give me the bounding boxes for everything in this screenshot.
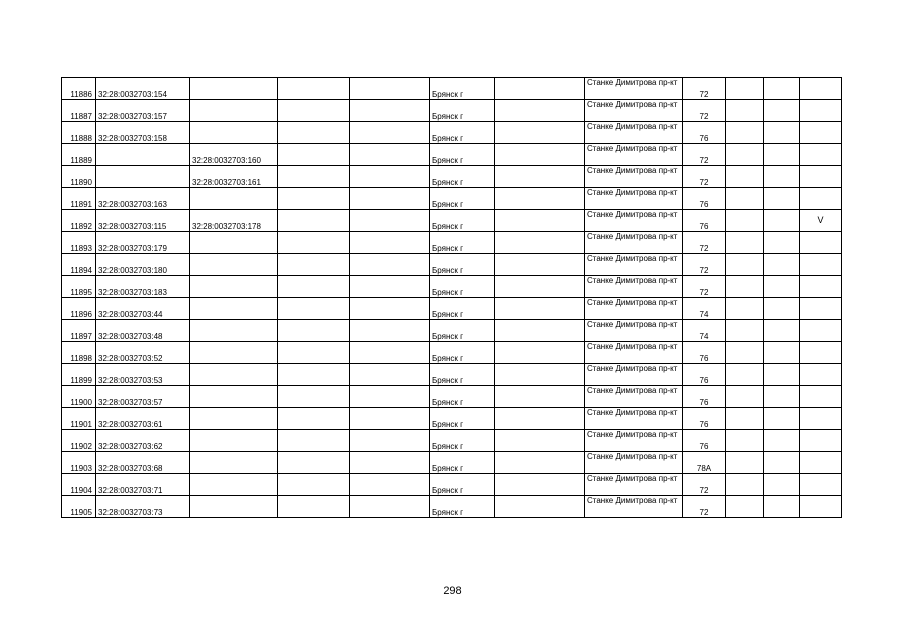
- row-number: 11888: [62, 122, 96, 144]
- city-cell: Брянск г: [430, 320, 495, 342]
- street-cell: Станке Димитрова пр-кт: [585, 188, 683, 210]
- row-number: 11905: [62, 496, 96, 518]
- city-cell: Брянск г: [430, 430, 495, 452]
- empty-cell: [495, 144, 585, 166]
- row-number: 11887: [62, 100, 96, 122]
- empty-cell: [278, 298, 350, 320]
- empty-cell: [278, 408, 350, 430]
- flag-cell: [800, 232, 842, 254]
- flag-cell: [800, 276, 842, 298]
- empty-cell: [726, 364, 764, 386]
- cadastral-number-2-cell: 32:28:0032703:178: [190, 210, 278, 232]
- empty-cell: [764, 100, 800, 122]
- empty-cell: [350, 144, 430, 166]
- table-row: [62, 144, 842, 166]
- empty-cell: [495, 122, 585, 144]
- page-number: 298: [443, 585, 462, 597]
- empty-cell: [350, 210, 430, 232]
- table-row: [62, 496, 842, 518]
- empty-cell: [495, 386, 585, 408]
- empty-cell: [350, 452, 430, 474]
- house-number-cell: 72: [683, 78, 726, 100]
- house-number-cell: 72: [683, 166, 726, 188]
- table-row: [62, 210, 842, 232]
- empty-cell: [495, 452, 585, 474]
- flag-cell: [800, 364, 842, 386]
- cadastral-number-cell: 32:28:0032703:62: [96, 430, 190, 452]
- empty-cell: [278, 144, 350, 166]
- flag-cell: [800, 298, 842, 320]
- flag-cell: [800, 100, 842, 122]
- street-cell: Станке Димитрова пр-кт: [585, 254, 683, 276]
- row-number: 11901: [62, 408, 96, 430]
- row-number: 11902: [62, 430, 96, 452]
- empty-cell: [764, 210, 800, 232]
- city-cell: Брянск г: [430, 364, 495, 386]
- empty-cell: [726, 386, 764, 408]
- empty-cell: [350, 276, 430, 298]
- empty-cell: [726, 122, 764, 144]
- empty-cell: [350, 364, 430, 386]
- city-cell: Брянск г: [430, 408, 495, 430]
- house-number-cell: 72: [683, 144, 726, 166]
- empty-cell: [350, 166, 430, 188]
- table-row: [62, 232, 842, 254]
- empty-cell: [278, 100, 350, 122]
- flag-cell: [800, 254, 842, 276]
- empty-cell: [764, 452, 800, 474]
- street-cell: Станке Димитрова пр-кт: [585, 408, 683, 430]
- cadastral-number-cell: 32:28:0032703:115: [96, 210, 190, 232]
- empty-cell: [764, 254, 800, 276]
- house-number-cell: 76: [683, 210, 726, 232]
- empty-cell: [726, 342, 764, 364]
- cadastral-number-2-cell: 32:28:0032703:160: [190, 144, 278, 166]
- empty-cell: [764, 342, 800, 364]
- city-cell: Брянск г: [430, 474, 495, 496]
- street-cell: Станке Димитрова пр-кт: [585, 430, 683, 452]
- house-number-cell: 72: [683, 474, 726, 496]
- table-row: [62, 320, 842, 342]
- empty-cell: [726, 78, 764, 100]
- cadastral-number-cell: 32:28:0032703:52: [96, 342, 190, 364]
- house-number-cell: 74: [683, 298, 726, 320]
- empty-cell: [278, 276, 350, 298]
- flag-cell: [800, 78, 842, 100]
- empty-cell: [726, 320, 764, 342]
- empty-cell: [350, 188, 430, 210]
- house-number-cell: 76: [683, 386, 726, 408]
- empty-cell: [495, 320, 585, 342]
- empty-cell: [495, 78, 585, 100]
- city-cell: Брянск г: [430, 496, 495, 518]
- empty-cell: [495, 100, 585, 122]
- empty-cell: [764, 78, 800, 100]
- empty-cell: [278, 320, 350, 342]
- city-cell: Брянск г: [430, 100, 495, 122]
- street-cell: Станке Димитрова пр-кт: [585, 122, 683, 144]
- street-cell: Станке Димитрова пр-кт: [585, 210, 683, 232]
- table-row: [62, 100, 842, 122]
- empty-cell: [350, 496, 430, 518]
- row-number: 11899: [62, 364, 96, 386]
- street-cell: Станке Димитрова пр-кт: [585, 386, 683, 408]
- empty-cell: [726, 408, 764, 430]
- city-cell: Брянск г: [430, 122, 495, 144]
- flag-cell: [800, 166, 842, 188]
- house-number-cell: 78А: [683, 452, 726, 474]
- empty-cell: [350, 122, 430, 144]
- empty-cell: [350, 78, 430, 100]
- cadastral-number-cell: 32:28:0032703:53: [96, 364, 190, 386]
- empty-cell: [495, 298, 585, 320]
- empty-cell: [350, 474, 430, 496]
- empty-cell: [350, 100, 430, 122]
- empty-cell: [726, 452, 764, 474]
- cadastral-number-2-cell: [190, 122, 278, 144]
- house-number-cell: 72: [683, 100, 726, 122]
- house-number-cell: 72: [683, 232, 726, 254]
- empty-cell: [278, 232, 350, 254]
- city-cell: Брянск г: [430, 298, 495, 320]
- empty-cell: [726, 496, 764, 518]
- house-number-cell: 76: [683, 364, 726, 386]
- flag-cell: [800, 430, 842, 452]
- empty-cell: [350, 386, 430, 408]
- city-cell: Брянск г: [430, 188, 495, 210]
- street-cell: Станке Димитрова пр-кт: [585, 320, 683, 342]
- house-number-cell: 74: [683, 320, 726, 342]
- empty-cell: [726, 188, 764, 210]
- cadastral-number-2-cell: [190, 342, 278, 364]
- street-cell: Станке Димитрова пр-кт: [585, 474, 683, 496]
- city-cell: Брянск г: [430, 210, 495, 232]
- city-cell: Брянск г: [430, 78, 495, 100]
- empty-cell: [495, 188, 585, 210]
- street-cell: Станке Димитрова пр-кт: [585, 496, 683, 518]
- empty-cell: [495, 496, 585, 518]
- cadastral-number-cell: 32:28:0032703:179: [96, 232, 190, 254]
- cadastral-number-cell: 32:28:0032703:73: [96, 496, 190, 518]
- empty-cell: [495, 364, 585, 386]
- registry-table: [61, 77, 842, 518]
- flag-cell: [800, 386, 842, 408]
- empty-cell: [726, 210, 764, 232]
- flag-cell: [800, 496, 842, 518]
- cadastral-number-2-cell: [190, 78, 278, 100]
- empty-cell: [726, 254, 764, 276]
- flag-cell: [800, 122, 842, 144]
- cadastral-number-2-cell: [190, 386, 278, 408]
- cadastral-number-2-cell: [190, 232, 278, 254]
- cadastral-number-2-cell: [190, 298, 278, 320]
- flag-cell: [800, 342, 842, 364]
- empty-cell: [350, 430, 430, 452]
- empty-cell: [278, 386, 350, 408]
- cadastral-number-2-cell: [190, 474, 278, 496]
- cadastral-number-cell: 32:28:0032703:44: [96, 298, 190, 320]
- cadastral-number-cell: 32:28:0032703:61: [96, 408, 190, 430]
- empty-cell: [278, 496, 350, 518]
- house-number-cell: 76: [683, 408, 726, 430]
- cadastral-number-2-cell: [190, 254, 278, 276]
- cadastral-number-2-cell: [190, 276, 278, 298]
- empty-cell: [726, 474, 764, 496]
- house-number-cell: 76: [683, 342, 726, 364]
- empty-cell: [764, 188, 800, 210]
- table-row: [62, 408, 842, 430]
- street-cell: Станке Димитрова пр-кт: [585, 100, 683, 122]
- empty-cell: [726, 430, 764, 452]
- flag-cell: [800, 144, 842, 166]
- cadastral-number-cell: 32:28:0032703:71: [96, 474, 190, 496]
- cadastral-number-cell: 32:28:0032703:183: [96, 276, 190, 298]
- empty-cell: [278, 188, 350, 210]
- empty-cell: [764, 430, 800, 452]
- table-row: [62, 254, 842, 276]
- empty-cell: [278, 166, 350, 188]
- row-number: 11895: [62, 276, 96, 298]
- empty-cell: [278, 364, 350, 386]
- row-number: 11896: [62, 298, 96, 320]
- cadastral-number-cell: 32:28:0032703:158: [96, 122, 190, 144]
- cadastral-number-2-cell: [190, 364, 278, 386]
- empty-cell: [764, 232, 800, 254]
- empty-cell: [726, 144, 764, 166]
- house-number-cell: 72: [683, 254, 726, 276]
- street-cell: Станке Димитрова пр-кт: [585, 166, 683, 188]
- flag-cell: [800, 474, 842, 496]
- cadastral-number-2-cell: [190, 430, 278, 452]
- row-number: 11890: [62, 166, 96, 188]
- empty-cell: [350, 254, 430, 276]
- empty-cell: [278, 430, 350, 452]
- cadastral-number-cell: [96, 166, 190, 188]
- table-row: [62, 166, 842, 188]
- table-row: [62, 386, 842, 408]
- cadastral-number-2-cell: [190, 100, 278, 122]
- cadastral-number-2-cell: [190, 188, 278, 210]
- row-number: 11900: [62, 386, 96, 408]
- table-row: [62, 474, 842, 496]
- row-number: 11897: [62, 320, 96, 342]
- row-number: 11893: [62, 232, 96, 254]
- flag-cell: [800, 452, 842, 474]
- row-number: 11889: [62, 144, 96, 166]
- empty-cell: [726, 276, 764, 298]
- empty-cell: [278, 78, 350, 100]
- cadastral-number-cell: 32:28:0032703:68: [96, 452, 190, 474]
- empty-cell: [495, 232, 585, 254]
- empty-cell: [495, 276, 585, 298]
- empty-cell: [726, 298, 764, 320]
- cadastral-number-2-cell: 32:28:0032703:161: [190, 166, 278, 188]
- empty-cell: [726, 100, 764, 122]
- empty-cell: [278, 474, 350, 496]
- empty-cell: [278, 342, 350, 364]
- empty-cell: [726, 232, 764, 254]
- house-number-cell: 72: [683, 276, 726, 298]
- flag-cell: [800, 320, 842, 342]
- table-row: [62, 122, 842, 144]
- empty-cell: [278, 452, 350, 474]
- cadastral-number-cell: 32:28:0032703:48: [96, 320, 190, 342]
- empty-cell: [350, 298, 430, 320]
- table-row: [62, 276, 842, 298]
- cadastral-number-cell: 32:28:0032703:154: [96, 78, 190, 100]
- table-row: [62, 78, 842, 100]
- table-row: [62, 364, 842, 386]
- empty-cell: [495, 430, 585, 452]
- cadastral-number-cell: 32:28:0032703:157: [96, 100, 190, 122]
- row-number: 11904: [62, 474, 96, 496]
- empty-cell: [350, 320, 430, 342]
- empty-cell: [495, 166, 585, 188]
- cadastral-number-cell: 32:28:0032703:163: [96, 188, 190, 210]
- cadastral-number-2-cell: [190, 320, 278, 342]
- empty-cell: [350, 232, 430, 254]
- empty-cell: [495, 474, 585, 496]
- house-number-cell: 76: [683, 188, 726, 210]
- table-row: [62, 342, 842, 364]
- cadastral-number-cell: 32:28:0032703:57: [96, 386, 190, 408]
- empty-cell: [764, 166, 800, 188]
- cadastral-number-2-cell: [190, 496, 278, 518]
- house-number-cell: 76: [683, 430, 726, 452]
- city-cell: Брянск г: [430, 166, 495, 188]
- table-row: [62, 430, 842, 452]
- street-cell: Станке Димитрова пр-кт: [585, 144, 683, 166]
- street-cell: Станке Димитрова пр-кт: [585, 78, 683, 100]
- empty-cell: [495, 408, 585, 430]
- city-cell: Брянск г: [430, 342, 495, 364]
- row-number: 11891: [62, 188, 96, 210]
- row-number: 11892: [62, 210, 96, 232]
- table-row: [62, 452, 842, 474]
- empty-cell: [764, 496, 800, 518]
- empty-cell: [764, 386, 800, 408]
- cadastral-number-cell: [96, 144, 190, 166]
- cadastral-number-2-cell: [190, 408, 278, 430]
- city-cell: Брянск г: [430, 452, 495, 474]
- empty-cell: [350, 342, 430, 364]
- street-cell: Станке Димитрова пр-кт: [585, 452, 683, 474]
- street-cell: Станке Димитрова пр-кт: [585, 276, 683, 298]
- empty-cell: [764, 298, 800, 320]
- flag-cell: V: [800, 210, 842, 232]
- empty-cell: [495, 210, 585, 232]
- empty-cell: [764, 276, 800, 298]
- row-number: 11886: [62, 78, 96, 100]
- empty-cell: [764, 408, 800, 430]
- empty-cell: [764, 364, 800, 386]
- row-number: 11898: [62, 342, 96, 364]
- row-number: 11894: [62, 254, 96, 276]
- empty-cell: [495, 342, 585, 364]
- cadastral-number-cell: 32:28:0032703:180: [96, 254, 190, 276]
- empty-cell: [495, 254, 585, 276]
- empty-cell: [278, 254, 350, 276]
- row-number: 11903: [62, 452, 96, 474]
- house-number-cell: 72: [683, 496, 726, 518]
- empty-cell: [764, 474, 800, 496]
- empty-cell: [764, 320, 800, 342]
- street-cell: Станке Димитрова пр-кт: [585, 364, 683, 386]
- street-cell: Станке Димитрова пр-кт: [585, 342, 683, 364]
- table-body: [62, 78, 842, 518]
- table-row: [62, 188, 842, 210]
- city-cell: Брянск г: [430, 386, 495, 408]
- empty-cell: [278, 122, 350, 144]
- empty-cell: [764, 144, 800, 166]
- cadastral-number-2-cell: [190, 452, 278, 474]
- empty-cell: [350, 408, 430, 430]
- empty-cell: [764, 122, 800, 144]
- street-cell: Станке Димитрова пр-кт: [585, 298, 683, 320]
- city-cell: Брянск г: [430, 144, 495, 166]
- flag-cell: [800, 408, 842, 430]
- city-cell: Брянск г: [430, 254, 495, 276]
- street-cell: Станке Димитрова пр-кт: [585, 232, 683, 254]
- empty-cell: [278, 210, 350, 232]
- house-number-cell: 76: [683, 122, 726, 144]
- empty-cell: [726, 166, 764, 188]
- table-row: [62, 298, 842, 320]
- city-cell: Брянск г: [430, 276, 495, 298]
- flag-cell: [800, 188, 842, 210]
- city-cell: Брянск г: [430, 232, 495, 254]
